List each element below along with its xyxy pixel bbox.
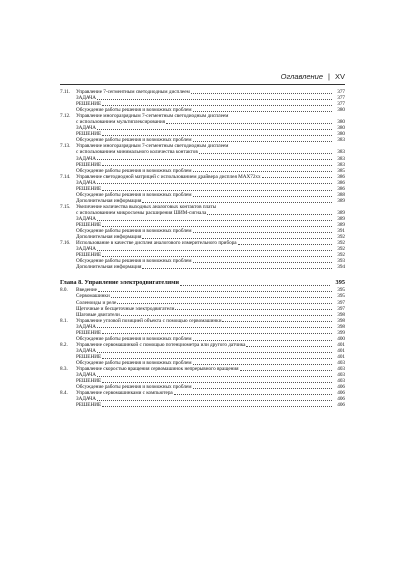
toc-entry-title: Обсуждение работы решения и возможных проблем [76,107,192,114]
toc-entry-title: Управление сервомашинкой с помощью потенциометра или другого датчика [76,341,246,348]
toc-entry-title: Использование в качестве дисплея аналогового измерительного прибора [76,240,237,247]
dot-leader [97,129,332,130]
toc-page-number: 406 [337,390,345,397]
toc-entry-number: 8.3. [60,366,68,373]
dot-leader [142,202,332,203]
toc-page-number: 403 [337,366,345,373]
toc-entry-title: ЗАДАЧА [76,125,96,132]
toc-entry-title: РЕШЕНИЕ [76,378,102,385]
dot-leader [193,364,332,365]
dot-leader [193,340,332,341]
toc-page-number: 392 [337,252,345,259]
dot-leader [191,93,332,94]
toc-page-number: 383 [337,161,345,168]
dot-leader [246,346,332,347]
toc-entry-title: РЕШЕНИЕ [76,185,102,192]
toc-entry-title: Обсуждение работы решения и возможных проблем [76,335,192,342]
dot-leader [98,291,332,292]
dot-leader [175,309,332,310]
toc-entry-title: Управление угловой позицией объекта с помощью сервомашинки [76,317,222,324]
dot-leader [262,177,332,178]
toc-entry-title: РЕШЕНИЕ [76,402,102,409]
dot-leader [240,370,332,371]
toc-entry-title: с использованием минимального количества контактов [76,149,198,156]
toc-page-number: 399 [337,329,345,336]
dot-leader [193,141,332,142]
dot-leader [97,99,332,100]
toc-entry-title: Обсуждение работы решения и возможных проблем [76,258,192,265]
toc-entry-title: ЗАДАЧА [76,246,96,253]
toc-entry-title: Управление 7-сегментным светодиодным дисплеем [76,89,190,95]
dot-leader [174,394,332,395]
toc-entry-number: 7.15. [60,203,71,210]
dot-leader [117,303,332,304]
toc-page-number: 377 [337,95,345,102]
toc-page-number: 380 [337,107,345,114]
toc-entry-number: 7.11. [60,89,71,95]
toc-page-number: 401 [337,341,345,348]
dot-leader [238,244,332,245]
toc-entry-number: 8.1. [60,317,68,324]
toc-entry-title: ЗАДАЧА [76,95,96,102]
toc-page-number: 392 [337,240,345,247]
dot-leader [193,171,332,172]
toc-page-number: 386 [337,179,345,186]
toc-page-number: 392 [337,234,345,241]
toc-entry-title: Управление светодиодной матрицей с использованием драйвера дисплея MAX72xx [76,173,261,180]
toc-entry-title: Соленоиды и реле [76,299,117,306]
toc-entry-title: Шаговые двигатели [76,311,120,318]
toc-entry-title: Увеличение количества выходных аналоговых контактов платы [76,203,217,210]
dot-leader [97,352,332,353]
dot-leader [102,333,332,334]
toc-page-number: 380 [337,119,345,126]
toc-page-number: 398 [337,311,345,318]
toc-page-number: 403 [337,359,345,366]
toc-entry-title: ЗАДАЧА [76,396,96,403]
toc-entry-number: 8.2. [60,341,68,348]
toc-page-number: 383 [337,155,345,162]
dot-leader [193,232,332,233]
toc-entry-number: 7.12. [60,113,71,120]
dot-leader [142,238,332,239]
toc-chapter-heading [60,279,345,287]
toc-page-number: 383 [337,149,345,156]
toc-page-number: 398 [337,317,345,324]
dot-leader [102,382,332,383]
dot-leader [180,285,330,286]
toc-entry-title: Обсуждение работы решения и возможных проблем [76,137,192,144]
toc-entry-title: Обсуждение работы решения и возможных проблем [76,359,192,366]
dot-leader [102,165,332,166]
toc-entry-title: ЗАДАЧА [76,155,96,162]
toc-entry-title: РЕШЕНИЕ [76,329,102,336]
dot-leader [102,226,332,227]
toc-page-number: 400 [337,335,345,342]
toc-entry-title: Дополнительная информация [76,264,142,271]
dot-leader [102,135,332,136]
dot-leader [97,250,332,251]
dot-leader [111,297,332,298]
dot-leader [166,123,332,124]
toc-page-number: 406 [337,396,345,403]
toc-page-number: 380 [337,131,345,138]
toc-entry-number: 7.13. [60,143,71,150]
toc-entry-title: Обсуждение работы решения и возможных проблем [76,191,192,198]
toc-entry-title: РЕШЕНИЕ [76,252,102,259]
toc-page-number: 397 [337,299,345,306]
dot-leader [222,321,332,322]
table-of-contents [60,89,345,408]
toc-entry-title: Управление скоростью вращения сервомашинок непрерывного вращения [76,366,239,373]
toc-entry-title: Управление многоразрядным 7-сегментным светодиодным дисплеем [76,113,229,120]
toc-entry-title: Введение [76,287,97,294]
header-section-title: Оглавление [280,72,324,81]
toc-page-number: 397 [337,305,345,312]
dot-leader [97,327,332,328]
toc-entry-title: ЗАДАЧА [76,179,96,186]
toc-entry-title: РЕШЕНИЕ [76,161,102,168]
toc-entry-title: ЗАДАЧА [76,372,96,379]
toc-entry-title: Управление многоразрядным 7-сегментным светодиодным дисплеем [76,143,229,150]
toc-page-number: 391 [337,228,345,235]
toc-page-number: 389 [337,197,345,204]
dot-leader [102,406,332,407]
toc-entry-title: РЕШЕНИЕ [76,353,102,360]
toc-page-number: 377 [337,89,345,95]
toc-entry-title: Управление сервомашинками с компьютера [76,390,173,397]
toc-entry-number: 7.14. [60,173,71,180]
toc-entry-title: Обсуждение работы решения и возможных проблем [76,384,192,391]
dot-leader [142,268,332,269]
dot-leader [97,183,332,184]
toc-entry-title: Щеточные и бесщеточные электродвигатели [76,305,175,312]
toc-page-number: 389 [337,215,345,222]
dot-leader [193,388,332,389]
toc-page-number: 377 [337,101,345,108]
toc-page-number: 406 [337,402,345,409]
toc-entry-title: Обсуждение работы решения и возможных проблем [76,228,192,235]
dot-leader [97,159,332,160]
toc-entry-title: с использованием микросхемы расширения ШИМ-сигнала [76,209,207,216]
toc-entry-title: с использованием мультиплексирования [76,119,166,126]
toc-page-number: 393 [337,258,345,265]
toc-subentry [60,402,345,408]
dot-leader [97,376,332,377]
toc-page-number: 380 [337,125,345,132]
toc-entry-title: РЕШЕНИЕ [76,131,102,138]
toc-entry-title: ЗАДАЧА [76,347,96,354]
dot-leader [193,196,332,197]
toc-entry-title: Сервомашинки [76,293,110,300]
toc-page-number: 403 [337,372,345,379]
header-page-number: XV [334,72,345,81]
toc-entry-number: 7.16. [60,240,71,247]
header-separator: | [328,72,330,81]
dot-leader [97,220,332,221]
toc-page-number: 395 [337,293,345,300]
toc-page-number: 403 [337,378,345,385]
dot-leader [102,105,332,106]
dot-leader [193,111,332,112]
toc-entry-title: Дополнительная информация [76,197,142,204]
dot-leader [121,315,332,316]
toc-page-number: 389 [337,222,345,229]
dot-leader [102,256,332,257]
dot-leader [97,400,332,401]
toc-page-number: 389 [337,209,345,216]
toc-entry-title: ЗАДАЧА [76,323,96,330]
dot-leader [102,190,332,191]
dot-leader [102,358,332,359]
toc-entry-number: 8.4. [60,390,68,397]
toc-entry-title: ЗАДАЧА [76,215,96,222]
toc-page-number: 388 [337,191,345,198]
running-header [60,72,345,84]
toc-page-number: 406 [337,384,345,391]
toc-page-number: 386 [337,185,345,192]
toc-page-number: 401 [337,347,345,354]
toc-page-number: 394 [337,264,345,271]
toc-entry-title: Глава 8. Управление электродвигателями [60,279,180,287]
toc-page-number: 395 [335,279,345,287]
header-rule [60,84,345,85]
toc-page-number: 392 [337,246,345,253]
toc-page-number: 395 [337,287,345,294]
toc-page-number: 383 [337,137,345,144]
toc-page-number: 401 [337,353,345,360]
toc-entry-title: Дополнительная информация [76,234,142,241]
toc-page-number: 398 [337,323,345,330]
toc-entry-title: Обсуждение работы решения и возможных проблем [76,167,192,174]
toc-entry-title: РЕШЕНИЕ [76,222,102,229]
toc-page-number: 385 [337,167,345,174]
dot-leader [207,214,332,215]
dot-leader [193,262,332,263]
toc-entry-title: РЕШЕНИЕ [76,101,102,108]
chapter-spacer [60,270,345,274]
toc-page-number: 386 [337,173,345,180]
toc-entry-number: 8.0. [60,287,68,294]
dot-leader [199,153,332,154]
